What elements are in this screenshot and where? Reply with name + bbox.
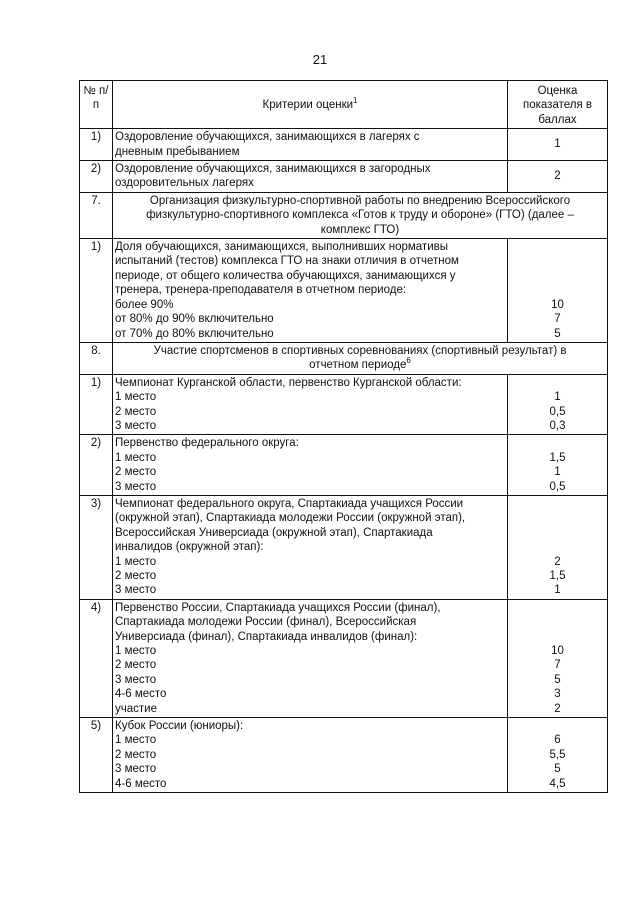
score-value [510, 526, 605, 540]
table-row [80, 435, 608, 496]
score-cell [508, 599, 608, 717]
criteria-cell [113, 599, 508, 717]
section-title-line: Участие спортсменов в спортивных соревнованиях (спортивный результат) в [153, 344, 567, 357]
table-header-row [80, 81, 608, 129]
score-value [510, 601, 605, 615]
score-cell [508, 161, 608, 193]
criteria-line: 4-6 место [115, 688, 167, 701]
criteria-line: 3 место [115, 673, 157, 686]
score-value [510, 630, 605, 644]
criteria-line: инвалидов (окружной этап): [115, 541, 264, 554]
score-value: 1,5 [549, 451, 566, 464]
header-score-cell [508, 81, 608, 129]
criteria-line: Первенство федерального округа: [115, 437, 299, 450]
table-row [80, 718, 608, 793]
section-footnote: 6 [406, 356, 411, 366]
score-value: 7 [554, 313, 561, 326]
row-number: 1) [80, 374, 113, 435]
row-number: 8. [80, 342, 113, 374]
score-cell [508, 718, 608, 793]
score-value: 4,5 [549, 777, 566, 790]
criteria-line: оздоровительных лагерях [115, 177, 254, 190]
section-title-line: комплекс ГТО) [320, 223, 400, 236]
score-value: 0,3 [549, 419, 566, 432]
criteria-line: тренера, тренера-преподавателя в отчетном периоде: [115, 284, 407, 297]
table-row [80, 374, 608, 435]
score-value: 5 [554, 763, 561, 776]
criteria-line: 1 место [115, 734, 157, 747]
header-score: Оценка показателя в баллах [523, 85, 592, 126]
row-number: 3) [80, 495, 113, 599]
criteria-cell [113, 495, 508, 599]
section-title [113, 192, 608, 238]
score-value [510, 254, 605, 268]
criteria-line: Оздоровление обучающихся, занимающихся в загородных [115, 163, 431, 176]
score-cell [508, 129, 608, 161]
criteria-line: (окружной этап), Спартакиада молодежи России (окружной этап), [115, 512, 466, 525]
score-cell [508, 374, 608, 435]
score-value: 1 [554, 466, 561, 479]
criteria-line: Чемпионат Курганской области, первенство Курганской области: [115, 376, 462, 389]
score-value: 5,5 [549, 748, 566, 761]
score-cell [508, 435, 608, 496]
score-value: 1 [554, 391, 561, 404]
criteria-cell [113, 718, 508, 793]
score-value: 0,5 [549, 480, 566, 493]
score-value [510, 436, 605, 450]
score-cell [508, 495, 608, 599]
row-number: 7. [80, 192, 113, 238]
criteria-line: участие [115, 702, 157, 715]
criteria-line: Всероссийская Универсиада (окружной этап), Спартакиада [115, 526, 433, 539]
criteria-line: 2 место [115, 466, 157, 479]
criteria-line: 2 место [115, 748, 157, 761]
section-title-line: отчетном периоде$^6$ [309, 356, 411, 372]
score-value [510, 269, 605, 283]
criteria-line: 3 место [115, 584, 157, 597]
table-row [80, 161, 608, 193]
criteria-line: 1 место [115, 451, 157, 464]
criteria-cell [113, 239, 508, 343]
criteria-line: 2 место [115, 570, 157, 582]
score-value: 1,5 [549, 570, 566, 582]
criteria-line: от 80% до 90% включительно [115, 313, 274, 326]
page-number: 21 [312, 52, 328, 67]
row-number: 1) [80, 129, 113, 161]
table-row [80, 495, 608, 599]
criteria-line: 3 место [115, 480, 157, 493]
criteria-line: 3 место [115, 763, 157, 776]
section-title [113, 342, 608, 374]
score-value [510, 376, 605, 390]
section-row [80, 192, 608, 238]
row-number: 4) [80, 599, 113, 717]
criteria-line: периоде, от общего количества обучающихся, занимающихся у [115, 269, 456, 282]
section-row [80, 342, 608, 374]
criteria-line: 4-6 место [115, 777, 167, 790]
table-row [80, 599, 608, 717]
score-value [510, 615, 605, 629]
score-value: 3 [554, 688, 561, 701]
score-value [510, 497, 605, 511]
score-value: 2 [554, 702, 561, 715]
score-cell [508, 239, 608, 343]
score-value [510, 719, 605, 733]
row-number: 2) [80, 435, 113, 496]
section-title-line: физкультурно-спортивного комплекса «Готов к труду и обороне» (ГТО) (далее – [146, 209, 574, 222]
header-criteria: Критерии оценки [262, 99, 354, 111]
criteria-line: Первенство России, Спартакиада учащихся России (финал), [115, 601, 441, 614]
criteria-line: Кубок России (юниоры): [115, 720, 244, 733]
criteria-line: испытаний (тестов) комплекса ГТО на знаки отличия в отчетном [115, 255, 459, 268]
criteria-line: 1 место [115, 645, 157, 658]
score-value: 5 [554, 327, 561, 340]
score-value: 1 [554, 138, 561, 151]
table-row [80, 129, 608, 161]
score-value: 10 [551, 645, 564, 658]
score-value: 7 [554, 659, 561, 672]
criteria-line: Доля обучающихся, занимающихся, выполнивших нормативы [115, 241, 448, 254]
criteria-line: 2 место [115, 405, 157, 418]
score-value [510, 540, 605, 554]
criteria-line: 1 место [115, 391, 157, 404]
score-value: 6 [554, 734, 561, 747]
criteria-line: более 90% [115, 298, 174, 311]
score-value [510, 511, 605, 525]
criteria-table [79, 80, 608, 793]
criteria-line: 2 место [115, 659, 157, 672]
score-value: 2 [554, 170, 561, 183]
criteria-cell [113, 435, 508, 496]
header-criteria-footnote: 1 [353, 96, 358, 106]
score-value: 1 [554, 584, 561, 597]
criteria-cell [113, 129, 508, 161]
score-value [510, 283, 605, 297]
score-value: 2 [554, 555, 561, 568]
score-value: 10 [551, 298, 564, 311]
criteria-line: Оздоровление обучающихся, занимающихся в лагерях с [115, 131, 420, 144]
criteria-line: дневным пребыванием [115, 145, 240, 158]
header-num: № п/п [83, 85, 109, 112]
row-number: 1) [80, 239, 113, 343]
header-criteria-cell [113, 81, 508, 129]
row-number: 2) [80, 161, 113, 193]
row-number: 5) [80, 718, 113, 793]
header-num-cell [80, 81, 113, 129]
criteria-cell [113, 161, 508, 193]
score-value [510, 240, 605, 254]
criteria-line: Универсиада (финал), Спартакиада инвалидов (финал): [115, 630, 418, 643]
criteria-line: Чемпионат федерального округа, Спартакиада учащихся России [115, 497, 464, 510]
criteria-line: 3 место [115, 419, 157, 432]
score-value: 0,5 [549, 405, 566, 418]
score-value: 5 [554, 673, 561, 686]
criteria-line: 1 место [115, 555, 157, 568]
table-row [80, 239, 608, 343]
criteria-line: Спартакиада молодежи России (финал), Всероссийская [115, 616, 417, 629]
section-title-line: Организация физкультурно-спортивной работы по внедрению Всероссийского [149, 194, 571, 207]
criteria-cell [113, 374, 508, 435]
criteria-line: от 70% до 80% включительно [115, 327, 274, 340]
